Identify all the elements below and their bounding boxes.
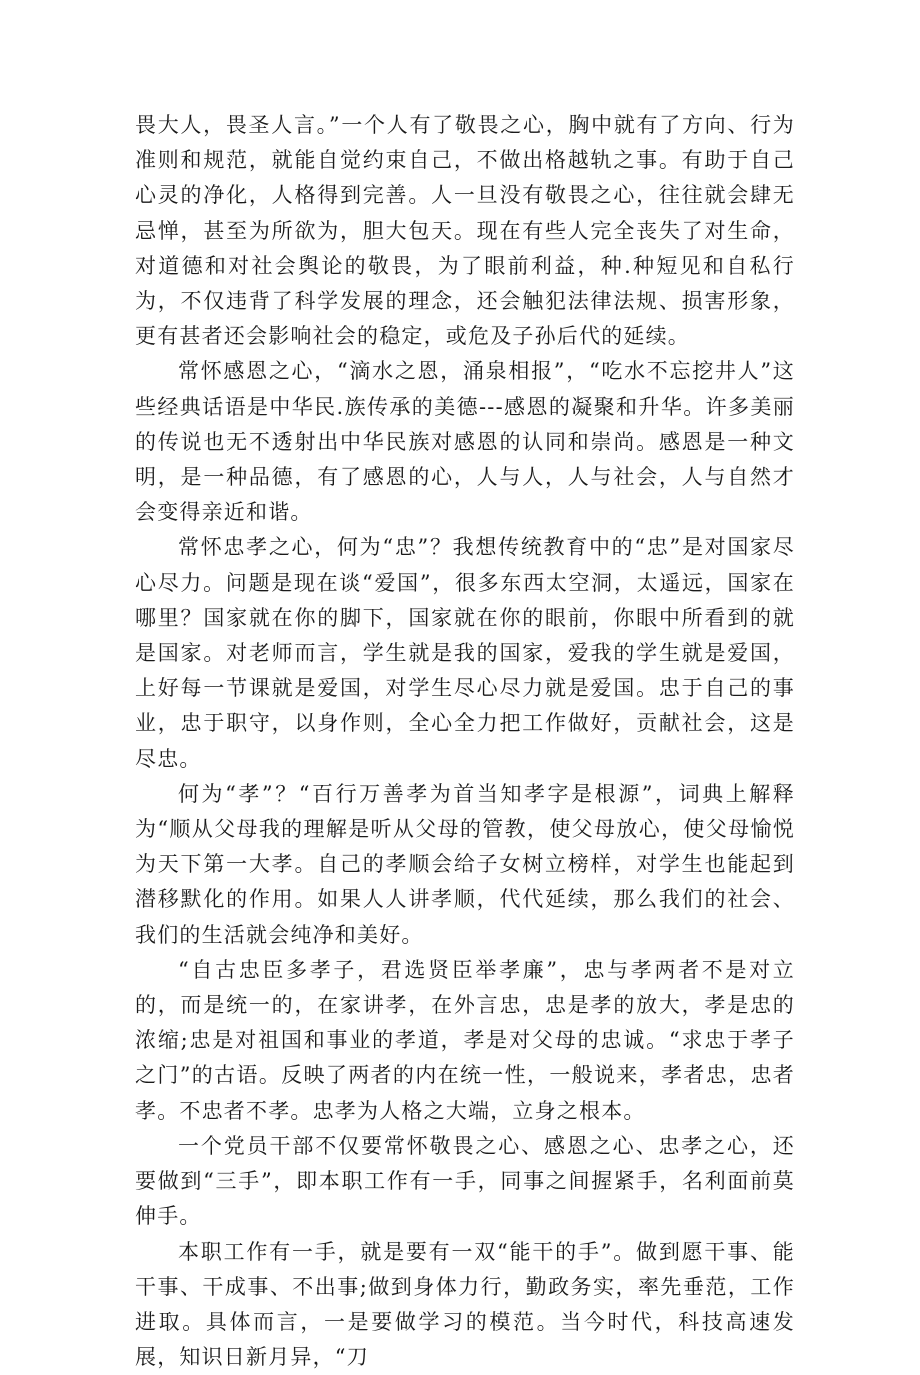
paragraph-5: “自古忠臣多孝子，君选贤臣举孝廉”，忠与孝两者不是对立的，而是统一的，在家讲孝，在外言忠，忠是孝的放大，孝是忠的浓缩;忠是对祖国和事业的孝道，孝是对父母的忠诚。“求忠于孝子之门”的古语。反映了两者的内在统一性，一般说来，孝者忠，忠者孝。不忠者不孝。忠孝为人格之大端，立身之根本。 bbox=[135, 953, 795, 1129]
paragraph-2: 常怀感恩之心，“滴水之恩，涌泉相报”，“吃水不忘挖井人”这些经典话语是中华民.族传承的美德---感恩的凝聚和升华。许多美丽的传说也无不透射出中华民族对感恩的认同和崇尚。感恩是一种文明，是一种品德，有了感恩的心，人与人，人与社会，人与自然才会变得亲近和谐。 bbox=[135, 354, 795, 530]
paragraph-3: 常怀忠孝之心，何为“忠”？我想传统教育中的“忠”是对国家尽心尽力。问题是现在谈“爱国”，很多东西太空洞，太遥远，国家在哪里？国家就在你的脚下，国家就在你的眼前，你眼中所看到的就是国家。对老师而言，学生就是我的国家，爱我的学生就是爱国，上好每一节课就是爱国，对学生尽心尽力就是爱国。忠于自己的事业，忠于职守，以身作则，全心全力把工作做好，贡献社会，这是尽忠。 bbox=[135, 530, 795, 776]
paragraph-1: 畏大人，畏圣人言。”一个人有了敬畏之心，胸中就有了方向、行为准则和规范，就能自觉约束自己，不做出格越轨之事。有助于自己心灵的净化，人格得到完善。人一旦没有敬畏之心，往往就会肆无忌惮，甚至为所欲为，胆大包天。现在有些人完全丧失了对生命，对道德和对社会舆论的敬畏，为了眼前利益，种.种短见和自私行为，不仅违背了科学发展的理念，还会触犯法律法规、损害形象，更有甚者还会影响社会的稳定，或危及子孙后代的延续。 bbox=[135, 108, 795, 354]
document-page bbox=[135, 108, 795, 1375]
paragraph-7: 本职工作有一手，就是要有一双“能干的手”。做到愿干事、能干事、干成事、不出事;做到身体力行，勤政务实，率先垂范，工作进取。具体而言，一是要做学习的模范。当今时代，科技高速发展，知识日新月异，“刀 bbox=[135, 1235, 795, 1375]
paragraph-6: 一个党员干部不仅要常怀敬畏之心、感恩之心、忠孝之心，还要做到“三手”，即本职工作有一手，同事之间握紧手，名利面前莫伸手。 bbox=[135, 1129, 795, 1235]
paragraph-4: 何为“孝”？“百行万善孝为首当知孝字是根源”，词典上解释为“顺从父母我的理解是听从父母的管教，使父母放心，使父母愉悦为天下第一大孝。自己的孝顺会给子女树立榜样，对学生也能起到潜移默化的作用。如果人人讲孝顺，代代延续，那么我们的社会、我们的生活就会纯净和美好。 bbox=[135, 777, 795, 953]
